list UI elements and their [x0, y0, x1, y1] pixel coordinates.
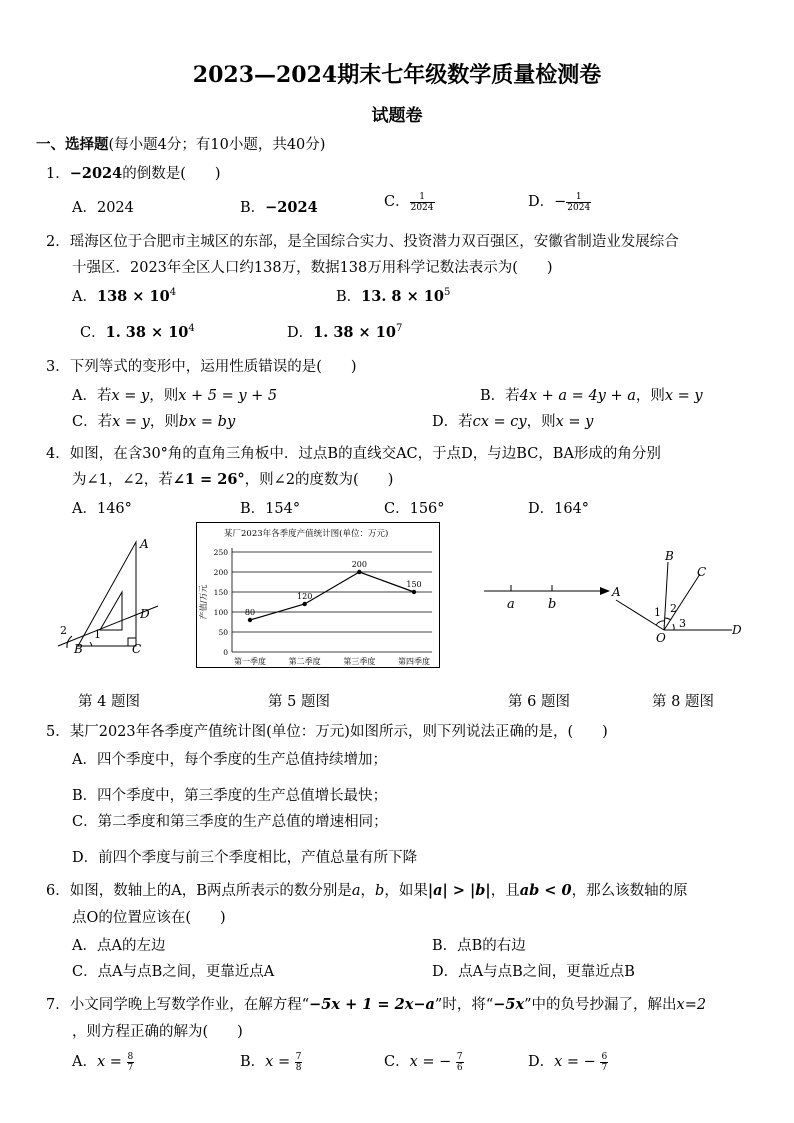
q2-b-exp: 5	[443, 287, 451, 299]
fig6-label-a: a	[507, 597, 515, 612]
chart-title: 某厂2023年各季度产值统计图(单位：万元)	[224, 529, 389, 539]
q4-text2-pre: 为∠1，∠2，若	[72, 472, 173, 488]
q7-c-pre: x = −	[409, 1054, 452, 1070]
q6-number: 6．	[46, 883, 70, 899]
q2-option-a	[72, 285, 176, 306]
q2-d-label: D．	[287, 325, 314, 341]
q6-option-d: D．点A与点B之间，更靠近点B	[432, 964, 635, 980]
q6-comma: ，	[360, 883, 376, 899]
q1-d-den: 2024	[567, 202, 591, 213]
q1-b-label: B．	[240, 200, 266, 216]
exam-subtitle: 试题卷	[371, 106, 423, 126]
q3-b-m1: 4x + a = 4y + a	[519, 388, 636, 404]
q1-option-d	[528, 190, 591, 213]
q4-option-a: A．146°	[72, 501, 132, 517]
q6-text-mid: ，如果	[384, 883, 428, 899]
q3-option-d	[432, 410, 593, 431]
chart-x-ticks	[234, 656, 430, 666]
q5-text: 某厂2023年各季度产值统计图(单位：万元)如图所示，则下列说法正确的是，( )	[69, 724, 608, 740]
q7-a-pre: x =	[96, 1054, 122, 1070]
q7-text-post: ”中的负号抄漏了，解出	[524, 997, 677, 1013]
chart-data-label: 200	[351, 560, 367, 569]
q7-c-label: C．	[384, 1054, 410, 1070]
q2-c-exp: 4	[188, 323, 195, 335]
fig8-angle-1: 1	[654, 606, 661, 619]
q5-option-d: D．前四个季度与前三个季度相比，产值总量有所下降	[72, 850, 418, 866]
q6-math-cond1: |a| > |b|	[427, 882, 491, 899]
q7-equation: −5x + 1 = 2x−a	[309, 996, 435, 1013]
q3-d-mid: ，则	[526, 414, 556, 430]
q5-number: 5．	[46, 724, 70, 740]
q6-text-post: ，那么该数轴的原	[571, 883, 688, 899]
q7-number: 7．	[46, 997, 70, 1013]
question-7-line1	[46, 995, 706, 1015]
q3-d-m2: x = y	[555, 414, 594, 430]
q2-b-label: B．	[336, 289, 362, 305]
chart-point	[302, 602, 306, 606]
q7-solution: x=2	[676, 997, 707, 1013]
q3-b-pre: B．若	[480, 388, 520, 404]
chart-data-labels	[245, 560, 422, 617]
q7-a-label: A．	[72, 1054, 97, 1070]
q1-option-c	[384, 190, 435, 213]
q2-d-exp: 7	[395, 323, 403, 335]
figure-8-angles	[608, 548, 758, 644]
q2-c-label: C．	[80, 325, 106, 341]
question-6-line1	[46, 881, 688, 901]
fig8-label-c: C	[697, 565, 707, 579]
q1-b-value: −2024	[265, 199, 318, 216]
figure-4	[50, 530, 160, 655]
fig8-angle-2: 2	[670, 602, 677, 615]
q1-c-den: 2024	[410, 202, 434, 213]
q1-d-fraction	[566, 192, 591, 213]
fig4-label-d: D	[140, 607, 150, 621]
q3-d-m1: cx = cy	[472, 414, 527, 430]
q7-a-den: 7	[127, 1062, 134, 1073]
fig8-label-o: O	[656, 631, 666, 644]
q1-text: 的倒数是( )	[122, 166, 221, 182]
fig4-label-c: C	[132, 642, 142, 655]
q7-d-num: 6	[601, 1051, 608, 1062]
fig4-label-b: B	[74, 642, 83, 655]
figure-6-number-line	[480, 578, 612, 614]
q6-option-c: C．点A与点B之间，更靠近点A	[72, 964, 275, 980]
chart-data-label: 80	[244, 608, 256, 617]
q1-c-num: 1	[410, 192, 435, 203]
fig8-caption: 第 8 题图	[652, 694, 714, 710]
q4-option-c: C．156°	[384, 501, 445, 517]
question-1-stem	[46, 164, 221, 184]
q7-b-den: 8	[295, 1062, 302, 1073]
q3-a-m1: x = y	[111, 388, 150, 404]
q2-a-value: 138 × 10	[96, 288, 170, 305]
q1-d-label: D．−	[528, 194, 567, 210]
q4-number: 4．	[46, 446, 70, 462]
chart-points	[248, 570, 416, 622]
q7-option-d	[528, 1050, 608, 1073]
q7-b-pre: x =	[265, 1054, 291, 1070]
q2-a-label: A．	[72, 289, 97, 305]
q1-c-fraction	[410, 192, 435, 213]
q2-option-b	[336, 285, 450, 306]
question-7-line2: ，则方程正确的解为( )	[72, 1024, 243, 1040]
q3-c-mid: ，则	[149, 414, 179, 430]
q3-text: 下列等式的变形中，运用性质错误的是( )	[69, 359, 357, 375]
chart-grid	[232, 548, 432, 652]
q7-a-num: 8	[127, 1051, 134, 1062]
q7-d-label: D．	[528, 1054, 555, 1070]
q2-a-exp: 4	[169, 287, 177, 299]
chart-point	[248, 618, 252, 622]
fig4-angle-2: 2	[60, 624, 67, 637]
chart-x-tick-label: 第四季度	[398, 657, 430, 666]
q1-option-a: A．2024	[72, 200, 134, 216]
fig4-angle-1: 1	[94, 628, 101, 641]
q7-c-num: 7	[456, 1051, 463, 1062]
fig8-label-d: D	[732, 623, 742, 637]
chart-y-ticks	[214, 548, 229, 657]
chart-y-tick-label: 200	[213, 568, 228, 577]
fig5-caption: 第 5 题图	[268, 694, 330, 710]
q1-d-num: 1	[566, 192, 591, 203]
q3-option-c	[72, 410, 235, 431]
chart-y-tick-label: 150	[213, 588, 228, 597]
fig4-label-a: A	[140, 537, 149, 551]
q7-d-fraction	[600, 1052, 608, 1073]
question-5-stem	[46, 722, 608, 742]
q2-c-value: 1. 38 × 10	[105, 324, 189, 341]
q3-number: 3．	[46, 359, 70, 375]
q6-math-cond2: ab < 0	[519, 882, 572, 899]
chart-x-tick-label: 第二季度	[288, 657, 321, 666]
chart-y-tick-label: 100	[213, 608, 228, 617]
fig8-angle-3: 3	[679, 617, 686, 630]
q6-option-b: B．点B的右边	[432, 938, 526, 954]
fig8-label-a: A	[612, 585, 621, 599]
q5-option-c: C．第二季度和第三季度的生产总值的增速相同；	[72, 814, 388, 830]
section-note: (每小题4分；有10小题，共40分)	[108, 137, 326, 153]
chart-x-tick-label: 第一季度	[234, 657, 266, 666]
q7-text-pre: 小文同学晚上写数学作业，在解方程“	[69, 997, 310, 1013]
question-3-stem	[46, 357, 357, 377]
chart-ylabel: 产值/万元	[199, 584, 208, 620]
q1-number: 1．	[46, 166, 70, 182]
q3-b-m2: x = y	[664, 388, 703, 404]
question-6-line2: 点O的位置应该在( )	[72, 910, 226, 926]
q2-text1: 瑶海区位于合肥市主城区的东部，是全国综合实力、投资潜力双百强区，安徽省制造业发展综合	[69, 234, 679, 250]
section-heading	[36, 133, 325, 154]
q3-a-mid: ，则	[149, 388, 179, 404]
q4-option-b: B．154°	[240, 501, 301, 517]
q3-option-b	[480, 384, 703, 405]
chart-y-tick-label: 0	[223, 648, 228, 657]
q3-c-m2: bx = by	[178, 414, 236, 430]
fig6-label-b: b	[548, 597, 557, 612]
chart-series-line	[250, 572, 414, 620]
q4-math: ∠1 = 26°	[172, 471, 245, 488]
q6-text-pre: 如图，数轴上的A，B两点所表示的数分别是	[69, 883, 352, 899]
q6-math-a: a	[351, 883, 361, 899]
q1-c-label: C．	[384, 194, 410, 210]
q3-option-a	[72, 384, 277, 405]
section-label: 一、选择题	[36, 136, 109, 153]
q7-d-den: 7	[601, 1062, 608, 1073]
q7-term: −5x	[493, 996, 525, 1013]
q2-b-value: 13. 8 × 10	[361, 288, 444, 305]
q3-c-m1: x = y	[112, 414, 150, 430]
fig8-label-b: B	[665, 549, 674, 563]
q2-d-value: 1. 38 × 10	[313, 324, 396, 341]
q4-option-d: D．164°	[528, 501, 590, 517]
q5-option-b: B．四个季度中，第三季度的生产总值增长最快；	[72, 788, 388, 804]
q3-b-mid: ，则	[635, 388, 665, 404]
fig4-caption: 第 4 题图	[78, 694, 140, 710]
q7-b-label: B．	[240, 1054, 266, 1070]
chart-data-label: 120	[297, 592, 313, 601]
q7-option-a	[72, 1050, 134, 1073]
figure-5-chart	[196, 522, 440, 668]
q7-option-c	[384, 1050, 464, 1073]
chart-data-label: 150	[406, 580, 422, 589]
q6-math-b: b	[375, 883, 385, 899]
chart-x-tick-label: 第三季度	[343, 657, 376, 666]
q2-number: 2．	[46, 234, 70, 250]
q2-option-d	[287, 321, 402, 342]
chart-frame	[197, 523, 440, 668]
q7-d-pre: x = −	[554, 1054, 596, 1070]
q1-option-b	[240, 196, 318, 217]
chart-point	[412, 590, 416, 594]
q2-option-c	[80, 321, 195, 342]
question-2-line2: 十强区．2023年全区人口约138万，数据138万用科学记数法表示为( )	[72, 260, 553, 276]
q3-a-m2: x + 5 = y + 5	[178, 388, 278, 404]
q1-math: −2024	[69, 165, 123, 182]
q3-a-pre: A．若	[72, 388, 112, 404]
q7-option-b	[240, 1050, 302, 1073]
q3-c-pre: C．若	[72, 414, 113, 430]
q6-option-a: A．点A的左边	[72, 938, 166, 954]
q7-b-fraction	[295, 1052, 303, 1073]
question-4-line1	[46, 444, 661, 464]
q3-d-pre: D．若	[432, 414, 473, 430]
exam-title: 2023—2024期末七年级数学质量检测卷	[192, 62, 602, 88]
chart-y-tick-label: 50	[218, 628, 228, 637]
q5-option-a: A．四个季度中，每个季度的生产总值持续增加；	[72, 752, 387, 768]
q4-text1: 如图，在含30°角的直角三角板中．过点B的直线交AC，于点D，与边BC，BA形成的角分别	[69, 446, 661, 462]
q7-b-num: 7	[295, 1051, 302, 1062]
q6-text-mid2: ，且	[490, 883, 520, 899]
question-2-line1	[46, 232, 679, 252]
q7-c-fraction	[456, 1052, 464, 1073]
question-4-line2	[72, 470, 393, 490]
fig6-caption: 第 6 题图	[508, 694, 570, 710]
q4-text2-post: ，则∠2的度数为( )	[244, 472, 394, 488]
chart-y-tick-label: 250	[213, 548, 228, 557]
q7-a-fraction	[127, 1052, 135, 1073]
q7-text-mid: ”时，将“	[434, 997, 494, 1013]
q7-c-den: 6	[456, 1062, 463, 1073]
chart-point	[357, 570, 361, 574]
